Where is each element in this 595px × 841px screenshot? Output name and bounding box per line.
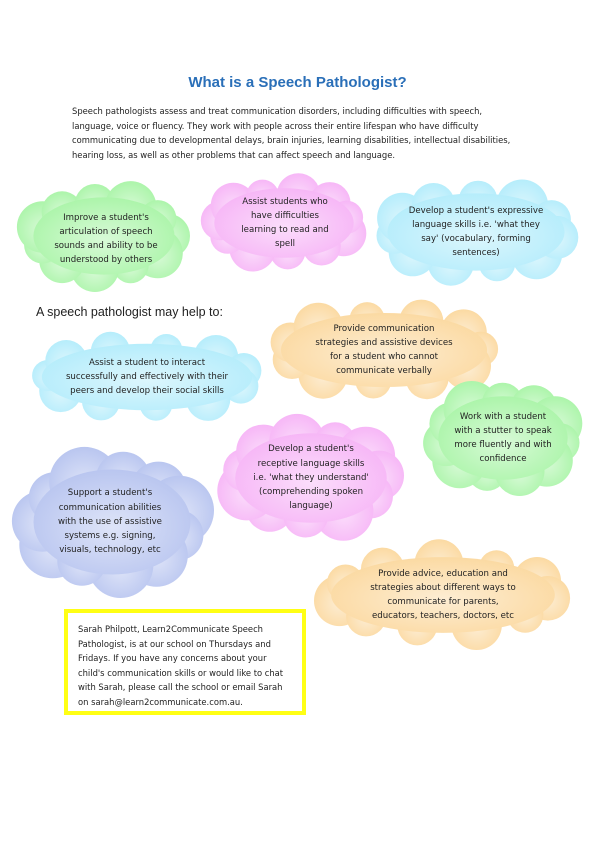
cloud-expressive — [376, 182, 576, 282]
cloud-articulation — [22, 186, 186, 286]
cloud-read-spell — [204, 178, 364, 268]
cloud-text: Provide advice, education and strategies about different ways to communicate for parents, educators, teachers, doctors, etc — [370, 568, 516, 622]
help-subheading: A speech pathologist may help to: — [36, 305, 223, 319]
cloud-assistive — [18, 454, 206, 590]
cloud-advice — [320, 546, 566, 644]
contact-notice-text: Sarah Philpott, Learn2Communicate Speech Pathologist, is at our school on Thursdays and Fridays. If you have any concerns about your child's communication skills or would like to chat with Sarah, please call the school or email Sarah on sarah@learn2communicate.com.au. — [78, 624, 284, 707]
cloud-text: Improve a student's articulation of speech sounds and ability to be understood by others — [54, 212, 158, 266]
cloud-text: Assist students who have difficulties learning to read and spell — [241, 196, 329, 250]
cloud-stutter — [426, 384, 580, 492]
contact-notice-box — [64, 609, 306, 715]
cloud-text: Support a student's communication abilities with the use of assistive systems e.g. signing, visuals, technology, etc — [58, 488, 162, 556]
cloud-text: Develop a student's receptive language skills i.e. 'what they understand' (comprehending spoken language) — [253, 444, 369, 512]
page-title: What is a Speech Pathologist? — [188, 74, 407, 91]
cloud-text: Develop a student's expressive language skills i.e. 'what they say' (vocabulary, forming sentences) — [408, 205, 544, 259]
cloud-text: Provide communication strategies and assistive devices for a student who cannot communicate verbally — [315, 323, 453, 377]
cloud-text: Work with a student with a stutter to speak more fluently and with confidence — [454, 411, 552, 465]
intro-paragraph: Speech pathologists assess and treat communication disorders, including difficulties with speech, language, voice or fluency. They work with people across their entire lifespan who have difficulty communicating due to developmental delays, brain injuries, learning disabilities, intellectual disabilities, hearing loss, as well as other problems that can affect speech and language. — [72, 106, 511, 160]
cloud-text: Assist a student to interact successfully and effectively with their peers and develop their social skills — [65, 357, 229, 397]
cloud-receptive — [222, 420, 400, 536]
cloud-social — [32, 334, 262, 420]
